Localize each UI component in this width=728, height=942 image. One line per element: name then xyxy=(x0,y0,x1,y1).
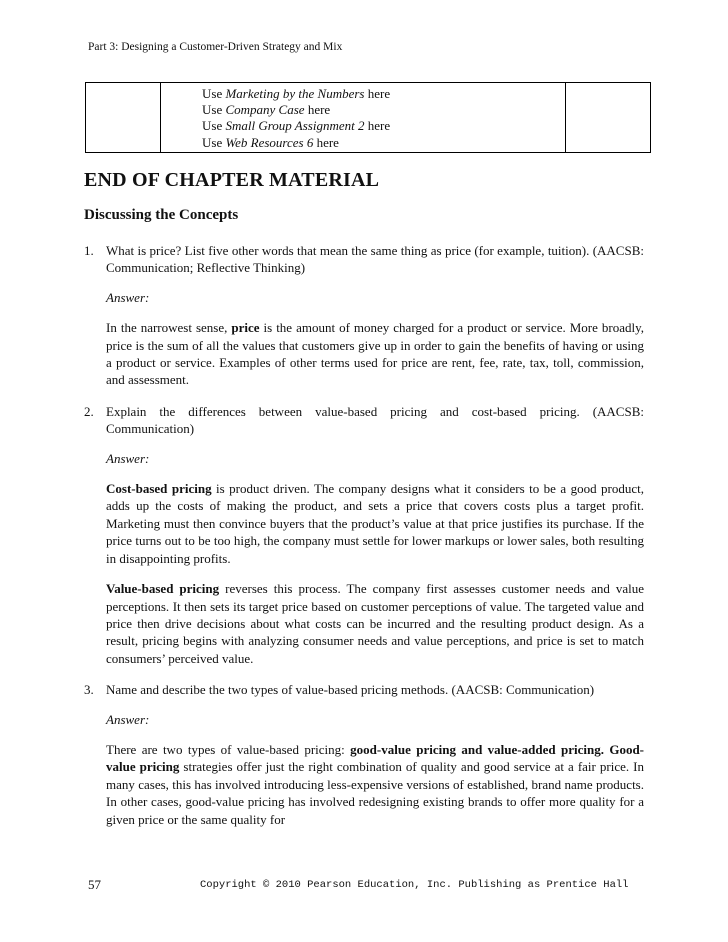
table-cell-use-list xyxy=(161,83,566,153)
table-cell-empty-left xyxy=(86,83,161,153)
question-number: 1. xyxy=(84,243,94,258)
answer-label: Answer: xyxy=(106,711,150,727)
use-line: Use Web Resources 6 here xyxy=(202,134,339,150)
question-number: 3. xyxy=(84,682,94,698)
page-footer xyxy=(88,877,648,897)
section-title: END OF CHAPTER MATERIAL xyxy=(84,169,380,191)
answer-paragraph: Cost-based pricing is product driven. The company designs what it considers to be a good product, adds up the costs of making the product, and sets a price that covers costs plus a target profit. Marketing must then convince buyers that the product’s value at that price justifies its purchase. If the price turns out to be too high, the company must settle for lower markups or lower sales, both resulting in disappointing profits. xyxy=(106,481,644,566)
answer-paragraph: In the narrowest sense, price is the amount of money charged for a product or service. More broadly, price is the sum of all the values that customers give up in order to gain the benefits of having or using a product or service. Examples of other terms used for price are rent, fee, rate, tax, toll, commission, and assessment. xyxy=(106,320,644,388)
use-line: Use Small Group Assignment 2 here xyxy=(202,118,391,134)
table-cell-empty-right xyxy=(566,83,651,153)
running-header: Part 3: Designing a Customer-Driven Strategy and Mix xyxy=(88,41,343,53)
question-text: Name and describe the two types of value-based pricing methods. (AACSB: Communication) xyxy=(106,682,595,698)
subsection-title: Discussing the Concepts xyxy=(84,207,239,223)
page-number: 57 xyxy=(88,877,101,892)
copyright-notice: Copyright © 2010 Pearson Education, Inc. Publishing as Prentice Hall xyxy=(200,879,629,891)
question-3 xyxy=(84,681,644,698)
teaching-tools-table xyxy=(85,82,651,153)
question-2 xyxy=(84,403,644,438)
answer-label: Answer: xyxy=(106,450,150,466)
answer-label: Answer: xyxy=(106,289,150,305)
question-1 xyxy=(84,242,644,277)
answer-paragraph: Value-based pricing reverses this process. The company first assesses customer needs and value perceptions. It then sets its target price based on customer perceptions of value. The targeted value and price then drive decisions about what costs can be incurred and the resulting product design. As a result, pricing begins with analyzing consumer needs and value perceptions, and price is set to match consumers’ perceived value. xyxy=(106,581,644,666)
question-number: 2. xyxy=(84,403,94,419)
question-text: Explain the differences between value-based pricing and cost-based pricing. (AACSB: Communication) xyxy=(106,403,644,437)
use-line: Use Marketing by the Numbers here xyxy=(202,86,391,101)
use-line: Use Company Case here xyxy=(202,102,331,118)
question-text: What is price? List five other words that mean the same thing as price (for example, tuition). (AACSB: Communication; Reflective Thinking) xyxy=(106,243,644,276)
questions-list xyxy=(84,242,644,841)
answer-paragraph: There are two types of value-based pricing: good-value pricing and value-added pricing. Good-value pricing strategies offer just the right combination of quality and good service at a fair price. In many cases, this has involved introducing less-expensive versions of established, brand name products. In other cases, good-value pricing has involved redesigning existing brands to offer more quality for a given price or the same quality for xyxy=(106,741,645,827)
